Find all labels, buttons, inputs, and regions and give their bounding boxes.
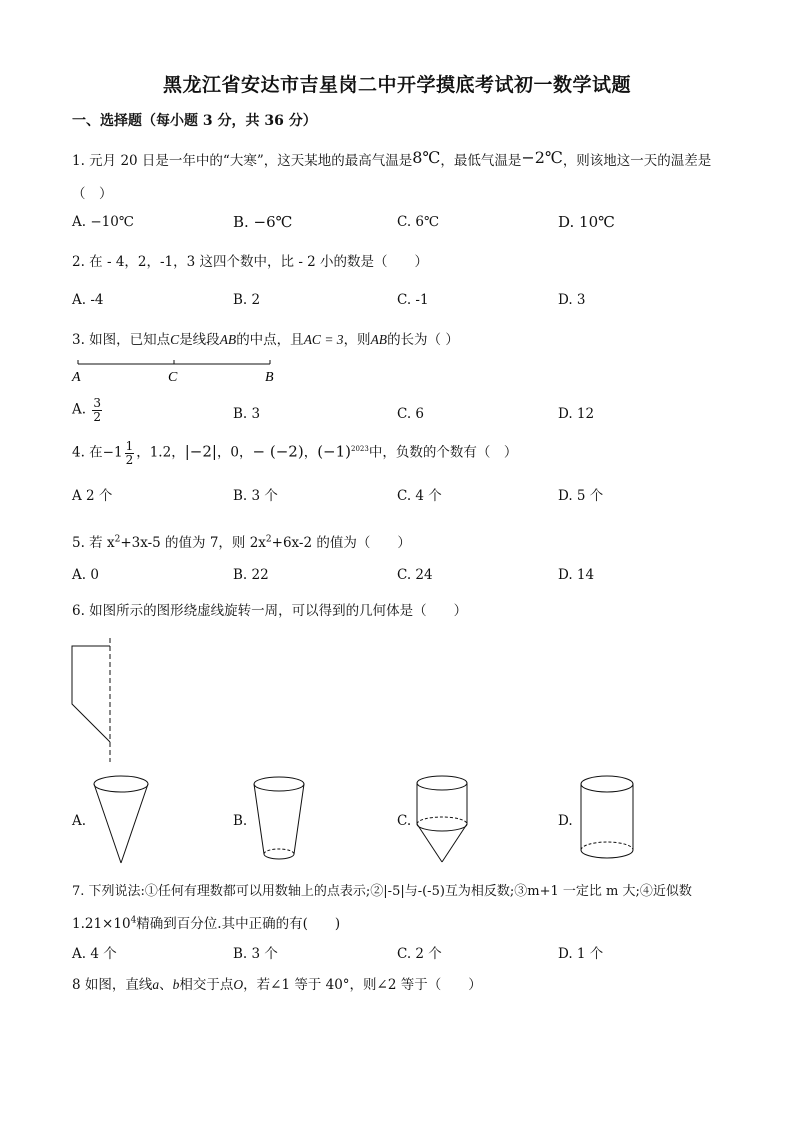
q7-option-d: D. 1 个 <box>558 946 604 962</box>
question-7-line-2 <box>72 912 340 932</box>
q3-text-d: ，则 <box>343 332 371 348</box>
segment-diagram <box>70 355 290 387</box>
q3-option-d: D. 12 <box>558 406 595 422</box>
q2-option-d: D. 3 <box>558 292 586 308</box>
q6-option-d: D. <box>558 813 573 829</box>
q2-option-c: C. -1 <box>397 292 429 308</box>
fraction-denominator: 2 <box>93 409 101 424</box>
q7-number: 1.21×10 <box>72 916 131 932</box>
label-c: C <box>168 370 178 385</box>
q4-power-base: (−1) <box>317 442 352 461</box>
q4-text-a: 4. 在 <box>72 444 103 461</box>
q1-text-b: ，最低气温是 <box>440 153 522 169</box>
q4-fraction-denominator: 2 <box>125 452 134 467</box>
q4-text-c: ，0， <box>216 444 253 461</box>
frustum-icon <box>248 772 310 864</box>
q8-line-a: a <box>152 977 160 992</box>
q1-blank: （ ） <box>72 186 113 202</box>
q3-option-c: C. 6 <box>397 406 425 422</box>
question-7-line-1: 7. 下列说法:①任何有理数都可以用数轴上的点表示;②|-5|与-(-5)互为相反数;③m+1 一定比 m 大;④近似数 <box>72 884 692 899</box>
rotation-figure <box>68 636 118 764</box>
q1-text-c: ，则该地这一天的温差是 <box>562 153 712 169</box>
q4-power-exponent: 2023 <box>351 445 369 454</box>
q8-text-a: 8 如图，直线 <box>72 977 153 993</box>
q6-option-c: C. <box>397 813 412 829</box>
q4-fraction-numerator: 1 <box>125 439 134 453</box>
q7-text-b: 精确到百分位.其中正确的有( ) <box>136 916 341 932</box>
q5-exponent-1: 2 <box>114 534 121 545</box>
label-b: B <box>265 370 274 385</box>
q3-equation: AC = 3 <box>303 332 344 347</box>
cylinder-with-cone-icon <box>410 772 474 866</box>
q7-option-a: A. 4 个 <box>72 946 117 962</box>
q5-option-c: C. 24 <box>397 567 433 583</box>
cylinder-icon <box>576 772 638 864</box>
q3-text-c: 的中点，且 <box>236 332 304 348</box>
q1-option-b: B. −6℃ <box>233 213 293 231</box>
label-a: A <box>72 370 81 385</box>
q8-point-o: O <box>233 977 244 992</box>
q3-point-c: C <box>170 332 180 347</box>
q8-line-b: b <box>172 977 180 992</box>
question-2: 2. 在 - 4，2，-1，3 这四个数中，比 - 2 小的数是（ ） <box>72 254 429 270</box>
q3-option-a-label: A. <box>72 401 87 418</box>
q5-text-c: +6x-2 的值为（ ） <box>271 535 411 551</box>
q4-negation: − (−2) <box>252 442 304 461</box>
q2-option-b: B. 2 <box>233 292 261 308</box>
fraction-numerator: 3 <box>93 396 101 410</box>
q2-option-a: A. -4 <box>72 292 104 308</box>
q6-option-b: B. <box>233 813 248 829</box>
q8-text-d: ，若∠1 等于 40°，则∠2 等于（ ） <box>243 977 482 993</box>
figure-outline <box>72 646 110 742</box>
q4-option-d: D. 5 个 <box>558 488 604 504</box>
q3-text-b: 是线段 <box>179 332 220 348</box>
section-heading: 一、选择题（每小题 3 分，共 36 分） <box>72 113 317 129</box>
q4-text-e: 中，负数的个数有（ ） <box>368 444 518 461</box>
q3-segment-ab-2: AB <box>370 332 388 347</box>
q1-text-a: 1. 元月 20 日是一年中的“大寒”，这天某地的最高气温是 <box>72 153 413 169</box>
q4-mixed-whole: −1 <box>102 444 123 461</box>
q3-option-a <box>72 397 104 423</box>
cone-icon <box>88 773 154 867</box>
q5-option-d: D. 14 <box>558 567 595 583</box>
question-6: 6. 如图所示的图形绕虚线旋转一周，可以得到的几何体是（ ） <box>72 603 468 619</box>
q4-mixed-fraction <box>125 440 135 466</box>
q3-text-e: 的长为（ ） <box>387 332 459 348</box>
q7-option-b: B. 3 个 <box>233 946 278 962</box>
q1-option-d: D. 10℃ <box>558 213 615 231</box>
q4-option-c: C. 4 个 <box>397 488 442 504</box>
q1-option-c: C. 6℃ <box>397 214 440 230</box>
question-5 <box>72 531 411 551</box>
q4-absolute-value: |−2| <box>184 442 217 461</box>
q1-high-temp: 8℃ <box>412 148 441 167</box>
q4-option-b: B. 3 个 <box>233 488 278 504</box>
q3-option-b: B. 3 <box>233 406 261 422</box>
question-1 <box>72 148 711 169</box>
question-4 <box>72 440 517 466</box>
question-3 <box>72 328 459 348</box>
fraction-three-halves <box>92 397 102 423</box>
q1-option-a: A. −10℃ <box>72 214 134 230</box>
q5-option-b: B. 22 <box>233 567 269 583</box>
q3-segment-ab: AB <box>219 332 237 347</box>
q5-text-b: +3x-5 的值为 7，则 2x <box>120 535 266 551</box>
q4-text-b: ，1.2， <box>136 444 185 461</box>
q8-text-b: 、 <box>159 977 173 993</box>
q5-option-a: A. 0 <box>72 567 99 583</box>
q5-exponent-2: 2 <box>265 534 272 545</box>
page-title: 黑龙江省安达市吉星岗二中开学摸底考试初一数学试题 <box>162 74 631 96</box>
q8-text-c: 相交于点 <box>179 977 234 993</box>
q4-option-a: A 2 个 <box>72 488 113 504</box>
q1-low-temp: −2℃ <box>521 148 563 167</box>
q3-text-a: 3. 如图，已知点 <box>72 332 171 348</box>
q4-text-d: ， <box>303 444 318 461</box>
q5-text-a: 5. 若 x <box>72 535 115 551</box>
q7-exponent: 4 <box>130 915 137 926</box>
question-8 <box>72 973 482 993</box>
q7-option-c: C. 2 个 <box>397 946 442 962</box>
q6-option-a: A. <box>72 813 87 829</box>
